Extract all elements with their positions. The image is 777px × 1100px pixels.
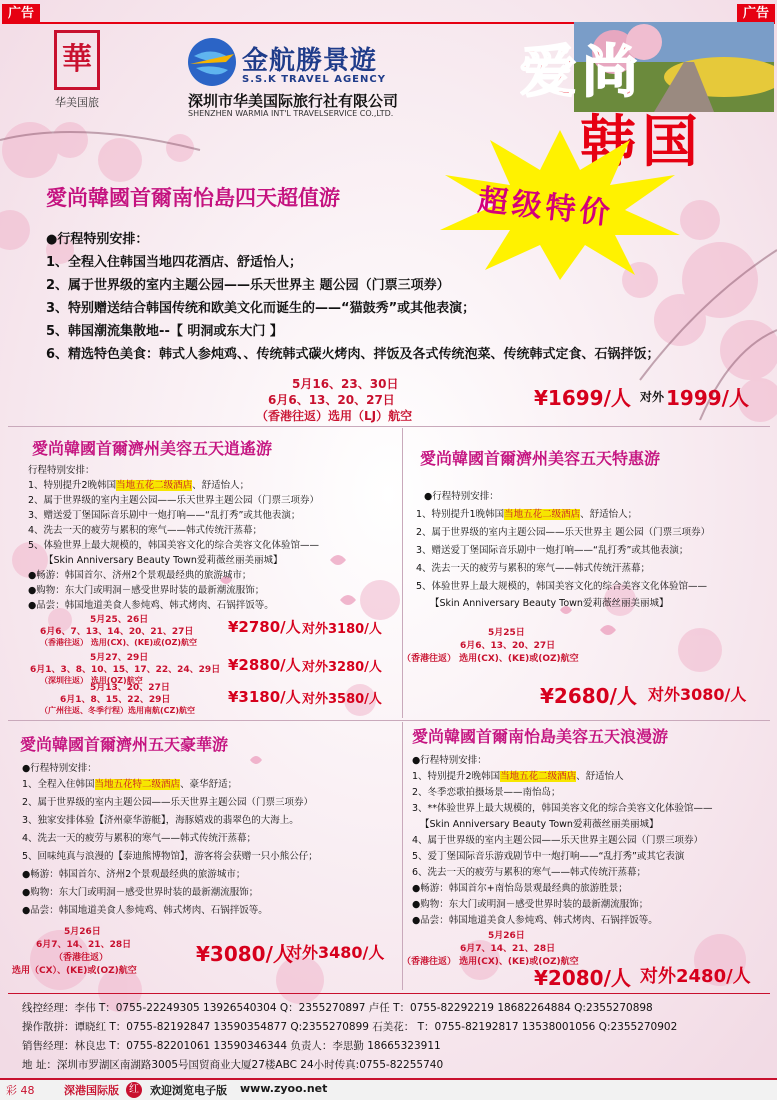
tour5-item: 6、洗去一天的疲劳与累积的寒气——韩式传统汗蒸幕； xyxy=(412,867,647,878)
tour1-item: 2、属于世界级的室内主题公园——乐天世界主 题公园（门票三项券） xyxy=(46,278,450,293)
contact-line: 销售经理：林良忠 T：0755-82201061 13590346344 负责人：李思勤 18665323911 xyxy=(22,1040,441,1052)
contact-line: 线控经理：李伟 T：0755-22249305 13926540304 Q：2355270897 卢任 T：0755-82292219 18682264884 Q:2355270898 xyxy=(22,1002,653,1014)
tour3-item: 【Skin Anniversary Beauty Town爱莉薇丝丽美丽城】 xyxy=(430,598,669,609)
tour4-item: ●购物：东大门或明洞－感受世界时装的最新潮流服饰； xyxy=(22,887,259,898)
tour5-item: 【Skin Anniversary Beauty Town爱莉薇丝丽美丽城】 xyxy=(420,819,659,830)
tour3-item: 3、赠送爱丁堡国际音乐剧中一炮打响——“乱打秀”或其他表演； xyxy=(416,545,689,556)
ad-label-left: 广告 xyxy=(2,4,40,23)
tour4-item: 4、洗去一天的疲劳与累积的寒气——韩式传统汗蒸幕； xyxy=(22,833,257,844)
tour5-item: 2、冬季恋歌拍摄场景——南怡岛； xyxy=(412,787,561,798)
tour5-item: 5、爱丁堡国际音乐游戏剧节中一炮打响——“乱打秀”或其它表演 xyxy=(412,851,685,862)
tour5-dates: 5月26日 xyxy=(488,931,525,941)
tour2-option-route: （广州往返、冬季行程）选用南航(CZ)航空 xyxy=(40,706,195,715)
tour2-item: ●畅游：韩国首尔、济州2个景观最经典的旅游城市； xyxy=(28,570,252,581)
contact-line: 地 址：深圳市罗湖区南湖路3005号国贸商业大厦27楼ABC 24小时传真:0755-82255740 xyxy=(22,1059,444,1071)
tour3-item: 2、属于世界级的室内主题公园——乐天世界主 题公园（门票三项券） xyxy=(416,527,711,538)
tour2-title: 愛尚韓國首爾濟州美容五天逍遙游 xyxy=(32,439,273,458)
tour2-item: 2、属于世界级的室内主题公园——乐天世界主题公园（门票三项券） xyxy=(28,495,320,506)
tour2-item: 5、体验世界上最大规模的，韩国美容文化的综合美容文化体验馆—— xyxy=(28,540,320,551)
tour2-item: 1、特别提升2晚韩国当地五花二级酒店、舒适怡人； xyxy=(28,480,250,491)
tour1-title: 愛尚韓國首爾南怡島四天超值游 xyxy=(46,186,340,210)
tour5-item: ●品尝：韩国地道美食人参炖鸡、韩式烤肉、石锅拌饭等。 xyxy=(412,915,658,926)
tour1-out-label: 对外 xyxy=(640,390,665,404)
tour4-item: ●品尝：韩国地道美食人参炖鸡、韩式烤肉、石锅拌饭等。 xyxy=(22,905,268,916)
tour2-heading: 行程特别安排： xyxy=(28,465,95,476)
tour4-item: 2、属于世界级的室内主题公园——乐天世界主题公园（门票三项券） xyxy=(22,797,314,808)
contact-line: 操作散拼：谭晓红 T：0755-82192847 13590354877 Q:2355270899 石美花： T：0755-82192817 13538001056 Q:2355270902 xyxy=(22,1021,678,1033)
section-divider xyxy=(8,426,770,427)
tour1-item: 5、韩国潮流集散地--【 明洞或东大门 】 xyxy=(46,324,283,339)
tour1-heading: ●行程特别安排： xyxy=(46,232,149,247)
tour2-option-route: （香港往返） 选用(CX)、(KE)或(OZ)航空 xyxy=(40,638,198,647)
tour4-title: 愛尚韓國首爾濟州五天豪華游 xyxy=(20,735,229,754)
tour5-out: 对外2480/人 xyxy=(640,966,751,987)
tour2-option-dates: 5月13、20、27日 xyxy=(90,683,170,693)
tour2-option-price: ¥3180/人 xyxy=(228,688,301,706)
tour1-item: 6、精选特色美食：韩式人参炖鸡、、传统韩式碳火烤肉、拌饭及各式传统泡菜、传统韩式定食、石锅拌饭； xyxy=(46,347,660,362)
company-name-cn: 深圳市华美国际旅行社有限公司 xyxy=(188,92,399,110)
page-number: 彩 48 xyxy=(6,1084,35,1097)
globe-icon xyxy=(186,36,238,88)
footer-slogan: 欢迎浏览电子版 xyxy=(150,1084,227,1097)
tour4-item: ●畅游：韩国首尔、济州2个景观最经典的旅游城市； xyxy=(22,869,246,880)
tour1-item: 3、特别赠送结合韩国传统和欧美文化而诞生的——“猫鼓秀”或其他表演； xyxy=(46,301,476,316)
tour4-route: （香港往返） xyxy=(54,953,109,963)
tour2-option-price: ¥2880/人 xyxy=(228,656,301,674)
tour5-title: 愛尚韓國首爾南怡島美容五天浪漫游 xyxy=(412,727,669,746)
tour2-option-out: 对外3280/人 xyxy=(302,660,382,675)
tour1-item: 1、全程入住韩国当地四花酒店、舒适怡人； xyxy=(46,255,303,270)
tour2-item: ●购物：东大门或明洞－感受世界时装的最新潮流服饰； xyxy=(28,585,265,596)
tour1-dates: 6月6、13、20、27日 xyxy=(268,393,395,407)
footer-website-link[interactable]: www.zyoo.net xyxy=(240,1082,328,1095)
tour3-dates: 6月6、13、20、27日 xyxy=(460,641,556,651)
tour2-option-price: ¥2780/人 xyxy=(228,618,301,636)
tour3-title: 愛尚韓國首爾濟州美容五天特惠游 xyxy=(420,449,661,468)
tour2-item: 【Skin Anniversary Beauty Town爱莉薇丝丽美丽城】 xyxy=(44,555,283,566)
agency-name-cn: 金航勝景遊 xyxy=(242,46,378,76)
tour4-heading: ●行程特别安排： xyxy=(22,763,97,774)
tour4-dates: 6月7、14、21、28日 xyxy=(36,940,132,950)
edition-badge: 红 xyxy=(126,1082,142,1098)
edition-name: 深港国际版 xyxy=(64,1084,119,1097)
tour2-option-dates: 6月6、7、13、14、20、21、27日 xyxy=(40,627,194,637)
tour5-price: ¥2080/人 xyxy=(534,966,631,990)
tour3-out: 对外3080/人 xyxy=(648,685,747,704)
hero-title-line1: 爱尚 xyxy=(520,40,644,105)
tour2-item: ●品尝：韩国地道美食人参炖鸡、韩式烤肉、石锅拌饭等。 xyxy=(28,600,274,611)
tour5-item: ●购物：东大门或明洞－感受世界时装的最新潮流服饰； xyxy=(412,899,649,910)
tour1-dates: 5月16、23、30日 xyxy=(292,377,399,391)
tour5-item: 1、特别提升2晚韩国当地五花二级酒店、舒适怡人 xyxy=(412,771,624,782)
tour3-heading: ●行程特别安排： xyxy=(424,491,499,502)
tour5-item: 4、属于世界级的室内主题公园——乐天世界主题公园（门票三项券） xyxy=(412,835,704,846)
tour4-item: 3、独家安排体验【济州豪华游艇】，海豚嬉戏的翡翠色的大海上。 xyxy=(22,815,299,826)
tour3-dates: 5月25日 xyxy=(488,628,525,638)
tour2-option-dates: 6月1、3、8、10、15、17、22、24、29日 xyxy=(30,665,221,675)
tour2-option-dates: 5月27、29日 xyxy=(90,653,149,663)
brand-mark: 華 xyxy=(54,30,100,90)
tour2-option-out: 对外3180/人 xyxy=(302,622,382,637)
tour1-out-price: 1999/人 xyxy=(666,386,749,410)
brand-name: 华美国旅 xyxy=(55,96,99,109)
tour5-dates: 6月7、14、21、28日 xyxy=(460,944,556,954)
agency-logo xyxy=(186,34,426,120)
tour4-item: 5、回味纯真与浪漫的【泰迪熊博物馆】，游客将会获赠一只小熊公仔； xyxy=(22,851,318,862)
tour5-item: 3、**体验世界上最大规模的，韩国美容文化的综合美容文化体验馆—— xyxy=(412,803,713,814)
tour4-out: 对外3480/人 xyxy=(286,943,385,962)
tour3-route: （香港往返） 选用(CX)、(KE)或(OZ)航空 xyxy=(402,654,579,664)
company-name-en: SHENZHEN WARMIA INT'L TRAVELSERVICE CO.,LTD. xyxy=(188,109,394,118)
tour3-price: ¥2680/人 xyxy=(540,684,637,708)
tour2-option-route: （深圳往返） 选用(OZ)航空 xyxy=(40,676,143,685)
tour2-item: 3、赠送爱丁堡国际音乐剧中一炮打响——“乱打秀”或其他表演； xyxy=(28,510,301,521)
hero-title-line2: 韩国 xyxy=(580,110,704,175)
tour3-item: 5、体验世界上最大规模的，韩国美容文化的综合美容文化体验馆—— xyxy=(416,581,708,592)
ad-label-right: 广告 xyxy=(737,4,775,23)
tour5-item: ●畅游：韩国首尔+南怡岛景观最经典的旅游胜景； xyxy=(412,883,628,894)
tour2-option-out: 对外3580/人 xyxy=(302,692,382,707)
brand-logo xyxy=(48,30,106,114)
section-divider xyxy=(8,720,770,721)
tour3-item: 4、洗去一天的疲劳与累积的寒气——韩式传统汗蒸幕； xyxy=(416,563,651,574)
tour1-route: （香港往返）选用（LJ）航空 xyxy=(256,409,413,423)
tour3-item: 1、特别提升1晚韩国当地五花二级酒店、舒适怡人； xyxy=(416,509,638,520)
tour4-price: ¥3080/人 xyxy=(196,942,293,966)
tour2-item: 4、洗去一天的疲劳与累积的寒气——韩式传统汗蒸幕； xyxy=(28,525,263,536)
tour4-dates: 5月26日 xyxy=(64,927,101,937)
column-divider xyxy=(402,428,403,718)
tour1-price: ¥1699/人 xyxy=(534,386,631,410)
promo-text: 超级特价 xyxy=(476,182,616,232)
tour4-airline: 选用（CX）、(KE)或(OZ)航空 xyxy=(12,966,137,976)
agency-name-en: S.S.K TRAVEL AGENCY xyxy=(242,74,386,85)
tour5-heading: ●行程特别安排： xyxy=(412,755,487,766)
tour2-option-dates: 5月25、26日 xyxy=(90,615,149,625)
tour5-route: （香港往返） 选用(CX)、(KE)或(OZ)航空 xyxy=(402,957,579,967)
tour2-option-dates: 6月1、8、15、22、29日 xyxy=(60,695,171,705)
column-divider xyxy=(402,722,403,990)
tour4-item: 1、全程入住韩国当地五花特二级酒店、豪华舒适； xyxy=(22,779,238,790)
contact-divider xyxy=(8,993,770,994)
